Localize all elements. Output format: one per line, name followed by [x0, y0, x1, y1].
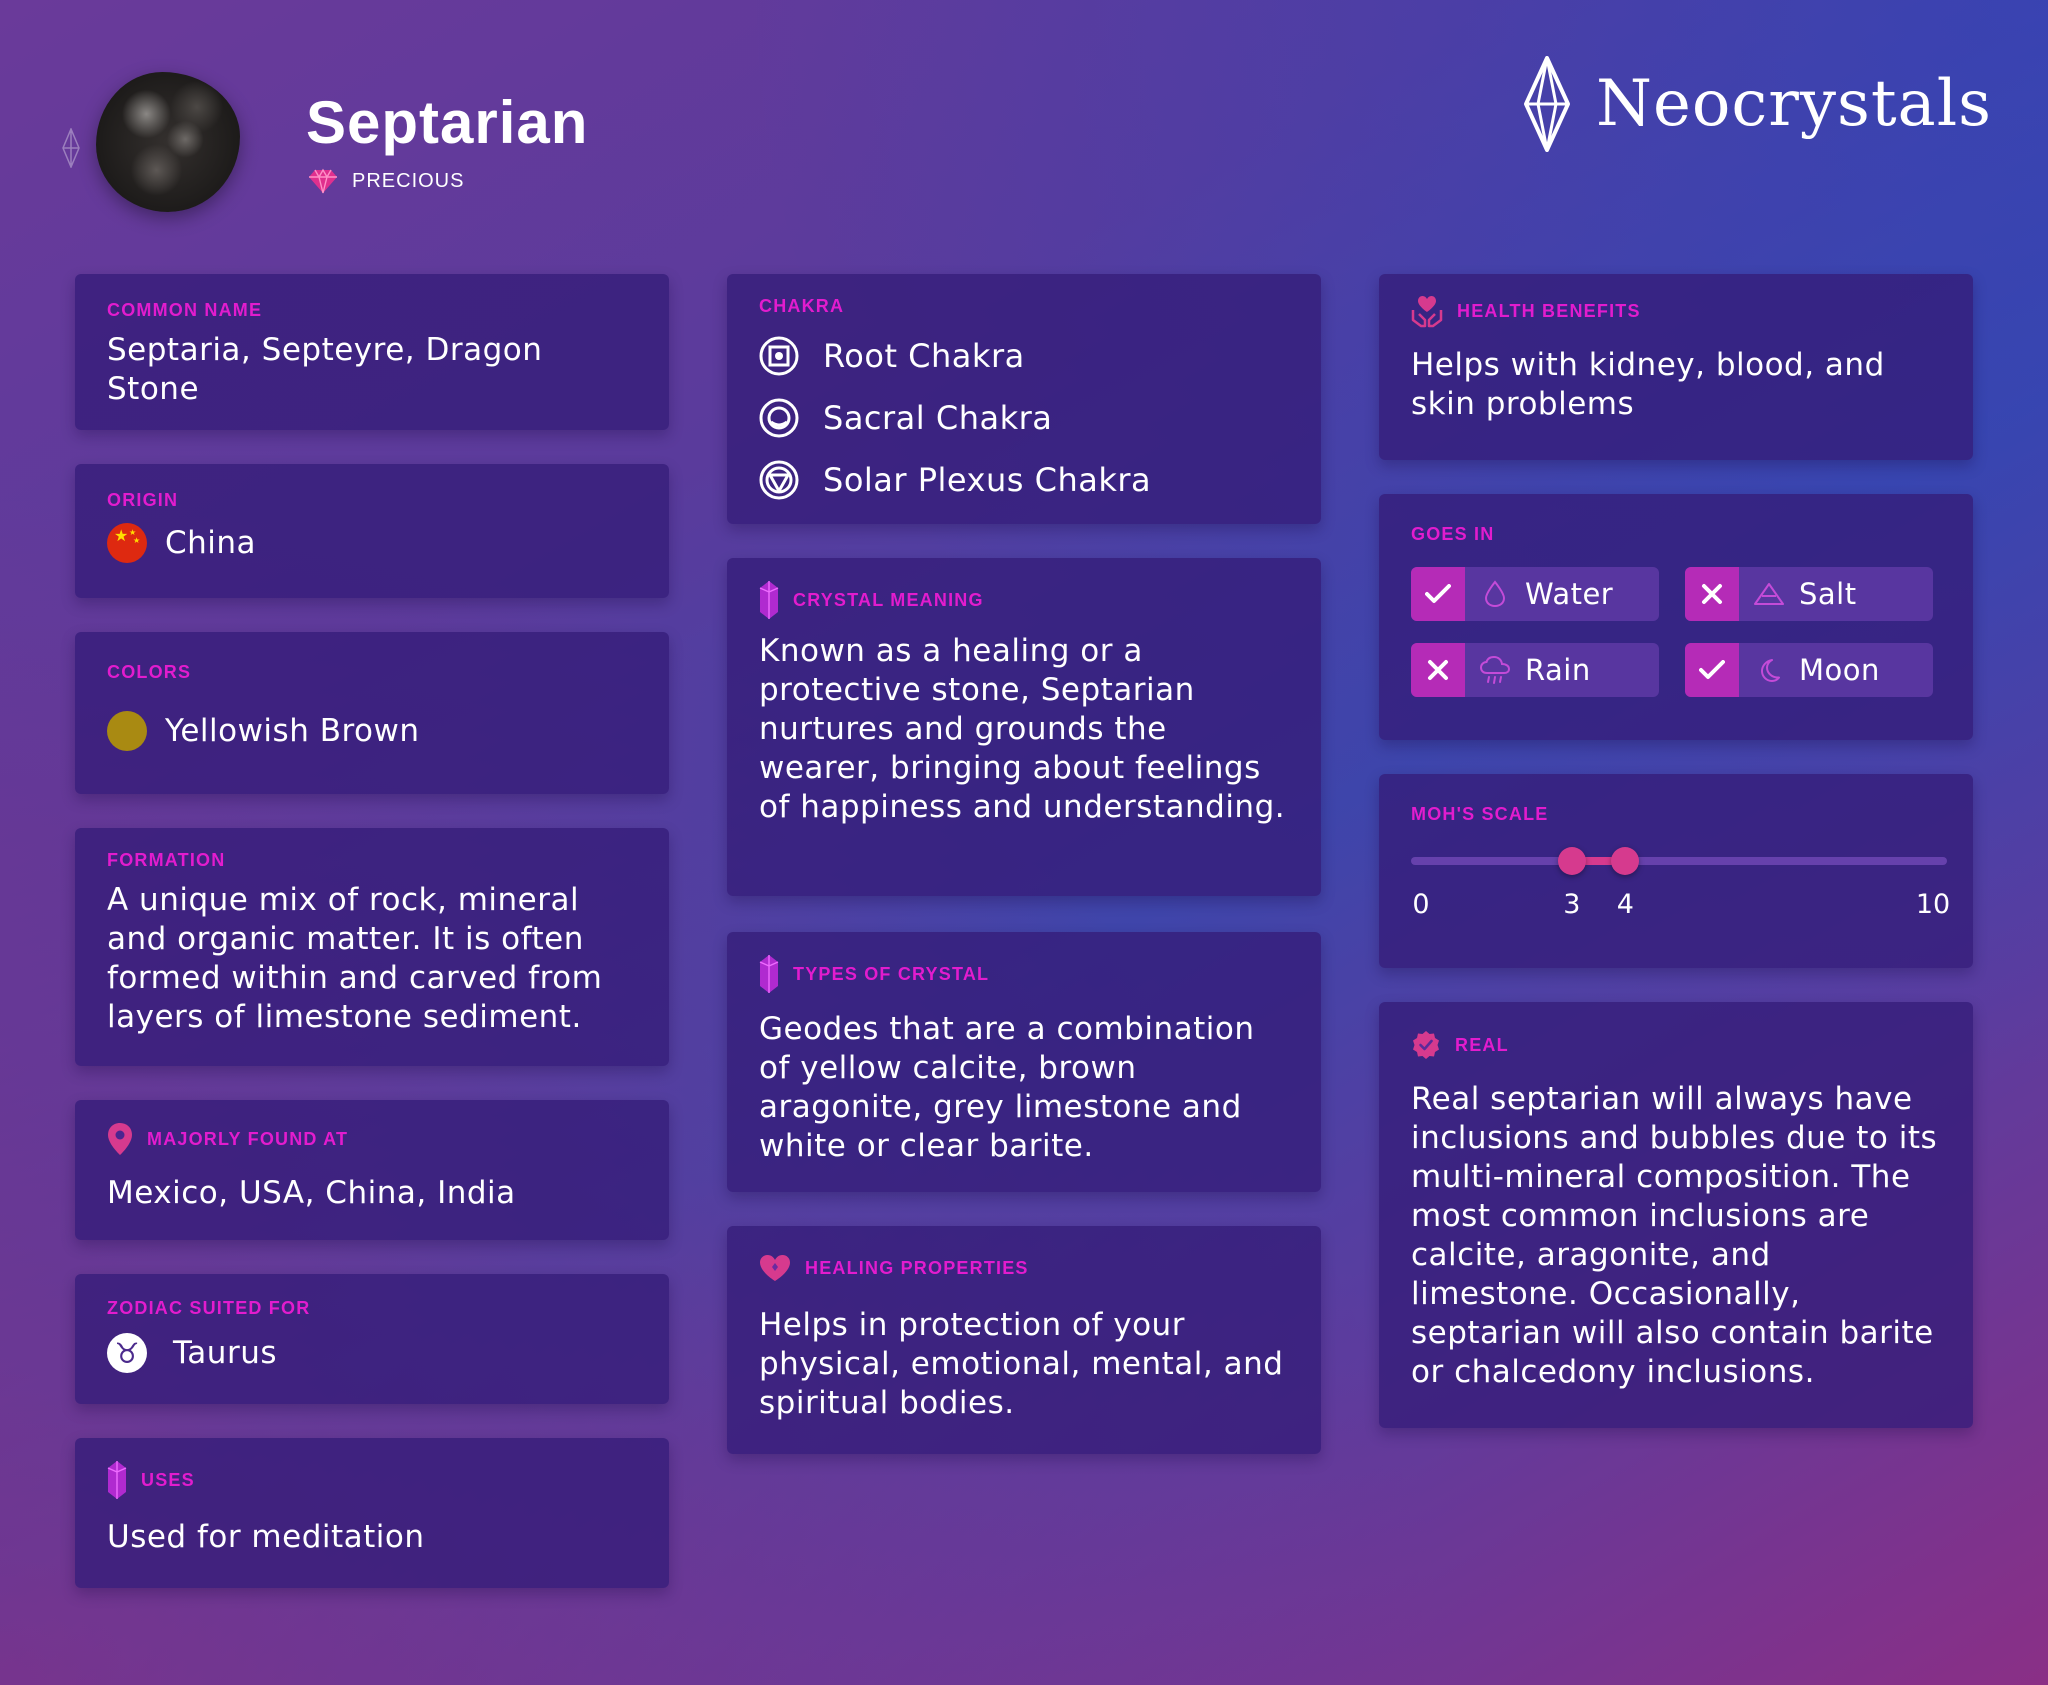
- header: [0, 0, 2048, 240]
- goes-in-item-water[interactable]: [1411, 567, 1659, 621]
- rarity-tag: [308, 168, 464, 194]
- mohs-scale-max: 10: [1915, 889, 1951, 920]
- common-name-label: COMMON NAME: [107, 300, 263, 320]
- formation-card: [75, 828, 669, 1066]
- rarity-label: PRECIOUS: [352, 169, 465, 192]
- cross-icon: [1411, 643, 1465, 697]
- goes-in-item-moon[interactable]: [1685, 643, 1933, 697]
- chakra-name: Sacral Chakra: [823, 398, 1053, 437]
- health-hands-icon: [1411, 294, 1443, 328]
- real-label: REAL: [1455, 1034, 1509, 1055]
- crystal-icon: [107, 1460, 127, 1500]
- chakra-name: Root Chakra: [823, 336, 1025, 375]
- health-benefits-value: Helps with kidney, blood, and skin problems: [1411, 347, 1885, 422]
- mohs-scale-low-value: 3: [1563, 889, 1581, 920]
- chakra-label: CHAKRA: [759, 296, 845, 316]
- check-icon: [1411, 567, 1465, 621]
- colors-label: COLORS: [107, 662, 192, 682]
- real-card: [1379, 1002, 1973, 1428]
- zodiac-card: [75, 1274, 669, 1404]
- colors-card: [75, 632, 669, 794]
- gem-icon: [308, 168, 338, 194]
- real-value: Real septarian will always have inclusions and bubbles due to its multi-mineral composition. The most common inclusions are calcite, aragonite, and limestone. Occasionally, septarian will also contain barite or chalcedony inclusions.: [1411, 1081, 1938, 1390]
- solar-plexus-chakra-icon: [759, 460, 799, 500]
- chakra-list: [759, 325, 1289, 511]
- goes-in-name: Moon: [1799, 652, 1880, 687]
- found-at-value: Mexico, USA, China, India: [107, 1175, 516, 1211]
- formation-value: A unique mix of rock, mineral and organic matter. It is often formed within and carved from layers of limestone sediment.: [107, 882, 603, 1035]
- formation-label: FORMATION: [107, 850, 226, 870]
- common-name-card: [75, 274, 669, 430]
- healing-value: Helps in protection of your physical, emotional, mental, and spiritual bodies.: [759, 1307, 1284, 1421]
- chakra-name: Solar Plexus Chakra: [823, 460, 1152, 499]
- salt-icon: [1753, 582, 1785, 606]
- origin-label: ORIGIN: [107, 490, 179, 510]
- brand-name: Neocrystals: [1595, 67, 1992, 141]
- list-item: [759, 325, 1289, 387]
- list-item: [759, 449, 1289, 511]
- goes-in-item-salt[interactable]: [1685, 567, 1933, 621]
- brand-logo[interactable]: [1524, 56, 1992, 152]
- goes-in-name: Water: [1525, 576, 1614, 611]
- mohs-scale-min: 0: [1412, 889, 1430, 920]
- mohs-scale-track: [1411, 857, 1947, 865]
- origin-card: [75, 464, 669, 598]
- found-at-card: [75, 1100, 669, 1240]
- crystal-meaning-card: [727, 558, 1321, 896]
- zodiac-value: Taurus: [173, 1334, 277, 1371]
- verified-badge-icon: [1411, 1030, 1441, 1060]
- mohs-scale-label: MOH'S SCALE: [1411, 804, 1549, 824]
- check-icon: [1685, 643, 1739, 697]
- cross-icon: [1685, 567, 1739, 621]
- crystal-meaning-value: Known as a healing or a protective stone, Septarian nurtures and grounds the wearer, bringing about feelings of happiness and understanding.: [759, 633, 1286, 825]
- diamond-logo-icon: [1524, 56, 1570, 152]
- types-value: Geodes that are a combination of yellow calcite, brown aragonite, grey limestone and white or clear barite.: [759, 1011, 1255, 1164]
- uses-card: [75, 1438, 669, 1588]
- origin-value: China: [165, 524, 257, 561]
- healing-label: HEALING PROPERTIES: [805, 1257, 1029, 1278]
- crystal-photo: [96, 72, 240, 212]
- root-chakra-icon: [759, 336, 799, 376]
- water-drop-icon: [1484, 580, 1506, 608]
- types-label: TYPES OF CRYSTAL: [793, 963, 990, 984]
- mohs-scale-card: [1379, 774, 1973, 968]
- mohs-scale-low-handle[interactable]: [1558, 847, 1586, 875]
- goes-in-name: Salt: [1799, 576, 1857, 611]
- moon-icon: [1756, 657, 1782, 683]
- china-flag-icon: ★ ★ ★: [107, 523, 147, 563]
- goes-in-card: [1379, 494, 1973, 740]
- rain-cloud-icon: [1479, 655, 1511, 685]
- health-benefits-label: HEALTH BENEFITS: [1457, 300, 1641, 321]
- types-card: [727, 932, 1321, 1192]
- sacral-chakra-icon: [759, 398, 799, 438]
- crystal-icon: [759, 580, 779, 620]
- uses-label: USES: [141, 1469, 195, 1490]
- crystal-icon: [759, 954, 779, 994]
- chakra-card: [727, 274, 1321, 524]
- goes-in-item-rain[interactable]: [1411, 643, 1659, 697]
- color-swatch: [107, 711, 147, 751]
- page-title: Septarian: [306, 89, 589, 156]
- goes-in-name: Rain: [1525, 652, 1591, 687]
- goes-in-label: GOES IN: [1411, 524, 1495, 544]
- colors-value: Yellowish Brown: [165, 712, 420, 749]
- common-name-value: Septaria, Septeyre, Dragon Stone: [107, 332, 543, 407]
- small-diamond-icon: [62, 128, 80, 168]
- healing-card: [727, 1226, 1321, 1454]
- found-at-label: MAJORLY FOUND AT: [147, 1128, 349, 1149]
- zodiac-label: ZODIAC SUITED FOR: [107, 1298, 311, 1318]
- crystal-meaning-label: CRYSTAL MEANING: [793, 589, 984, 610]
- uses-value: Used for meditation: [107, 1519, 425, 1555]
- list-item: [759, 387, 1289, 449]
- mohs-scale-high-value: 4: [1616, 889, 1634, 920]
- health-benefits-card: [1379, 274, 1973, 460]
- taurus-icon: ♉: [107, 1333, 147, 1373]
- mohs-scale-high-handle[interactable]: [1611, 847, 1639, 875]
- heart-icon: [759, 1254, 791, 1282]
- location-pin-icon: [107, 1122, 133, 1156]
